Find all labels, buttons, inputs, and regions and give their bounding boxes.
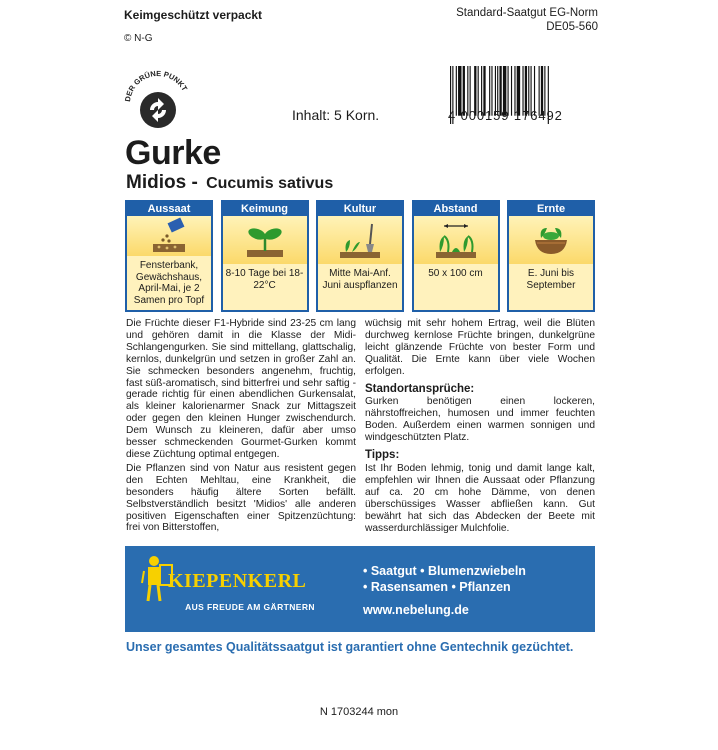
description-right-column — [365, 318, 595, 536]
variety-name: Midios - — [126, 172, 198, 193]
info-card-heading: Aussaat — [127, 202, 211, 216]
info-card-heading: Abstand — [414, 202, 498, 216]
harvest-bowl-icon — [509, 216, 593, 264]
copyright-note: © N-G — [124, 33, 153, 44]
footer-code: N 1703244 mon — [319, 706, 399, 718]
info-card-aussaat — [125, 200, 213, 312]
product-title: Gurke — [125, 134, 221, 172]
info-card-keimung — [221, 200, 309, 312]
info-card-abstand — [412, 200, 500, 312]
gruener-punkt-logo-icon — [118, 62, 198, 142]
brand-slogan: AUS FREUDE AM GÄRTNERN — [185, 602, 315, 612]
info-card-text: 8-10 Tage bei 18-22°C — [223, 264, 307, 310]
latin-name: Cucumis sativus — [206, 175, 334, 192]
svg-text:DER GRÜNE PUNKT: DER GRÜNE PUNKT — [123, 68, 190, 103]
brand-product-list — [363, 563, 583, 595]
brand-list-line: • Saatgut • Blumenzwiebeln — [363, 564, 526, 578]
sprout-icon — [223, 216, 307, 264]
info-card-text: Fensterbank, Gewächshaus, April-Mai, je 2 Samen pro Topf — [127, 256, 211, 310]
brand-name: KIEPENKERL — [168, 570, 307, 592]
seed-packet-icon — [127, 216, 211, 256]
guarantee-statement: Unser gesamtes Qualitätssaatgut ist garantiert ohne Gentechnik gezüchtet. — [126, 640, 574, 654]
info-card-heading: Kultur — [318, 202, 402, 216]
location-heading: Standortansprüche: — [365, 382, 475, 395]
description-paragraph: Die Pflanzen sind von Natur aus resistent gegen den Echten Mehltau, eine Krankheit, die besonders häufig ältere Sorten befällt. Selbstverständlich besitzt 'Midios' alle anderen positiven Eigenschaften einer Spitzenzüchtung: frei von Bitterstoffen, — [126, 462, 356, 534]
tips-text: Ist Ihr Boden lehmig, tonig und damit lange kalt, empfehlen wir Ihnen die Aussaat oder Pflanzung auf ca. 20 cm hohe Dämme, von denen überschüssiges Wasser abfließen kann. Gut bewährt hat sich das Abdecken der Beete mit wasserdurchlässiger Mulchfolie. — [365, 462, 595, 534]
cultivation-info-row — [125, 200, 595, 312]
info-card-text: Mitte Mai-Anf. Juni auspflanzen — [318, 264, 402, 310]
description-left-column — [126, 318, 356, 536]
brand-list-line: • Rasensamen • Pflanzen — [363, 580, 511, 594]
location-text: Gurken benötigen einen lockeren, nährstoffreichen, humosen und immer feuchten Boden. Außerdem einen warmen sonnigen und windgeschützten Platz. — [365, 396, 595, 444]
packaging-note: Keimgeschützt verpackt — [124, 8, 263, 22]
description-paragraph: Die Früchte dieser F1-Hybride sind 23-25 cm lang und gehören damit in die Klasse der Midi-Schlangengurken. Sie sind mittellang, glattschalig, kernlos, dunkelgrün und setzen in großer Zahl an. Sie schmecken besonders angenehm, fruchtig, fast süß-aromatisch, sind bitterfrei und sehr saftig - gerade richtig für einen abendlichen Gurkensalat, als kleiner kalorienarmer Snack zur Mittagszeit oder gegen den kleinen Hunger zwischendurch. Dem Wunsch zu kleineren, dafür aber umso besser schmeckenden Gourmet-Gurken kommt diese Züchtung optimal entgegen. — [126, 318, 356, 460]
spade-plants-icon — [318, 216, 402, 264]
content-amount: Inhalt: 5 Korn. — [292, 107, 380, 123]
standard-line-2: DE05-560 — [546, 21, 598, 33]
spacing-icon — [414, 216, 498, 264]
info-card-ernte — [507, 200, 595, 312]
info-card-heading: Ernte — [509, 202, 593, 216]
standard-line-1: Standard-Saatgut EG-Norm — [456, 7, 598, 19]
info-card-text: 50 x 100 cm — [414, 264, 498, 310]
info-card-kultur — [316, 200, 404, 312]
barcode-digits: 4 000159 176492 — [448, 108, 563, 123]
description-paragraph: wüchsig mit sehr hohem Ertrag, weil die Blüten durchweg kernlose Früchte bringen, dunkelgrüne leicht glänzende Früchte von bester Form und Qualität. Die Ernte kann über viele Wochen erfolgen. — [365, 318, 595, 377]
standard-note — [456, 6, 598, 34]
info-card-heading: Keimung — [223, 202, 307, 216]
info-card-text: E. Juni bis September — [509, 264, 593, 310]
product-subtitle — [126, 172, 333, 194]
brand-url-link[interactable]: www.nebelung.de — [363, 603, 469, 617]
tips-heading: Tipps: — [365, 449, 400, 462]
